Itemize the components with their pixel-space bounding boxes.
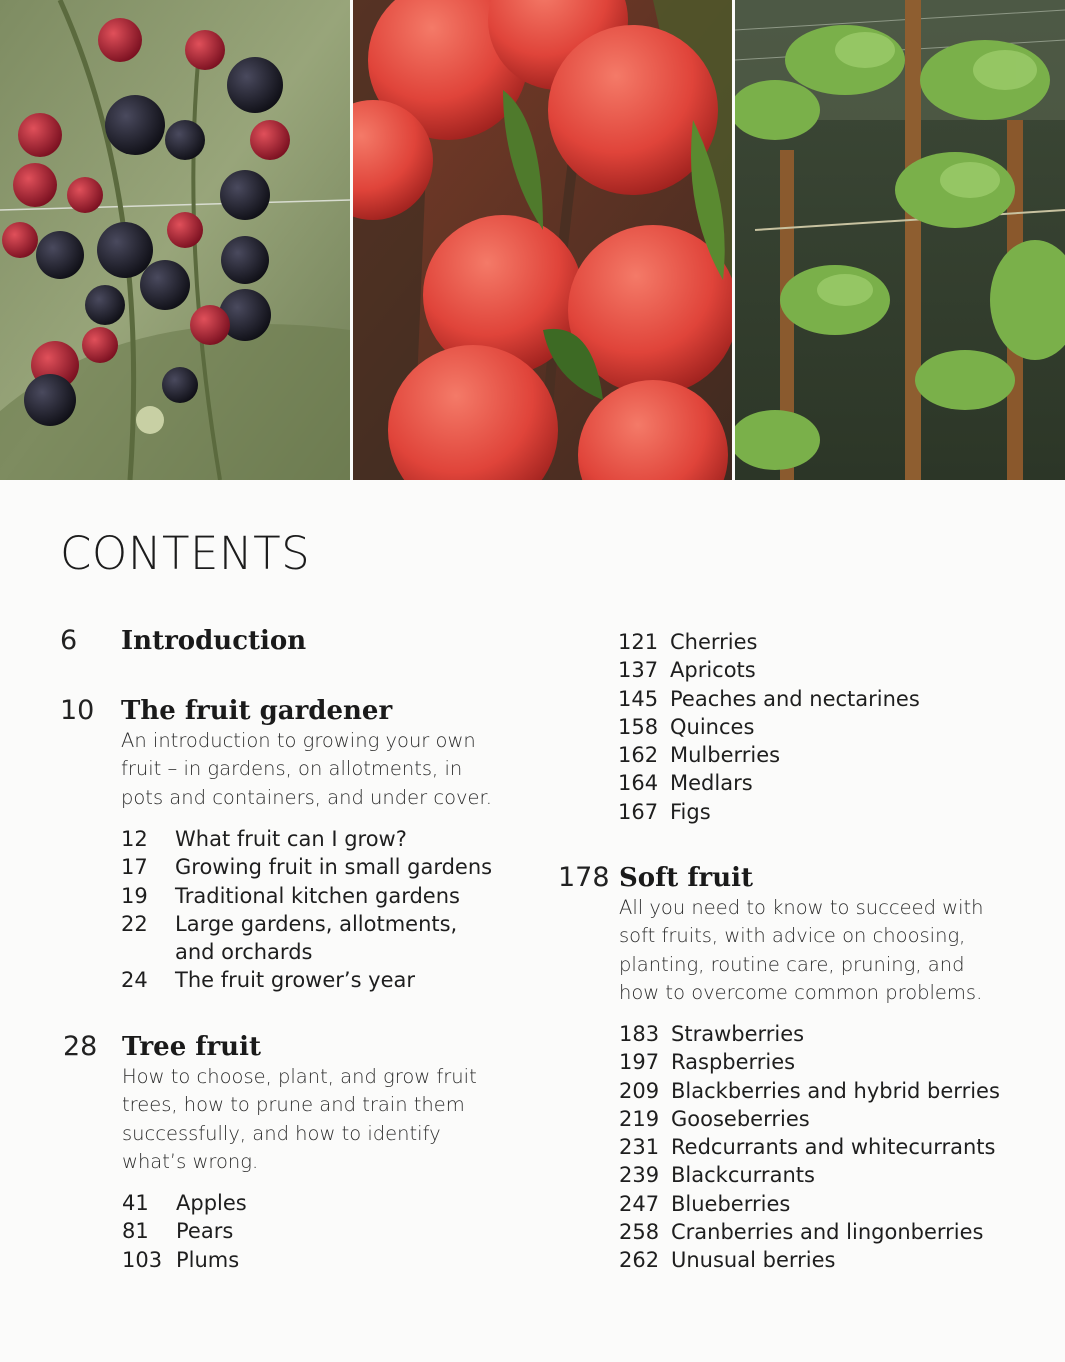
blackberries-photo: [0, 0, 350, 480]
section-page-number: 28: [63, 1031, 98, 1062]
apricots-photo: [353, 0, 732, 480]
section-page-number: 10: [60, 695, 95, 726]
section-title-tree-fruit: Tree fruit: [122, 1032, 261, 1062]
section-title-soft-fruit: Soft fruit: [619, 863, 754, 893]
section-page-number: 178: [558, 862, 610, 893]
raspberry-canes-photo: [735, 0, 1065, 480]
section-page-number: 6: [60, 625, 78, 656]
photo-divider: [732, 0, 735, 480]
photo-strip: [0, 0, 1065, 480]
section-title-fruit-gardener: The fruit gardener: [121, 696, 393, 726]
page-title: CONTENTS: [60, 527, 311, 580]
section-description: An introduction to growing your own fruit – in gardens, on allotments, in pots and containers, and under cover.: [121, 729, 492, 809]
section-description: All you need to know to succeed with soft fruits, with advice on choosing, planting, routine care, pruning, and how to overcome common problems.: [619, 896, 984, 1004]
section-description: How to choose, plant, and grow fruit trees, how to prune and train them successfully, and how to identify what’s wrong.: [122, 1065, 477, 1173]
photo-divider: [350, 0, 353, 480]
section-title-introduction: Introduction: [121, 626, 307, 656]
